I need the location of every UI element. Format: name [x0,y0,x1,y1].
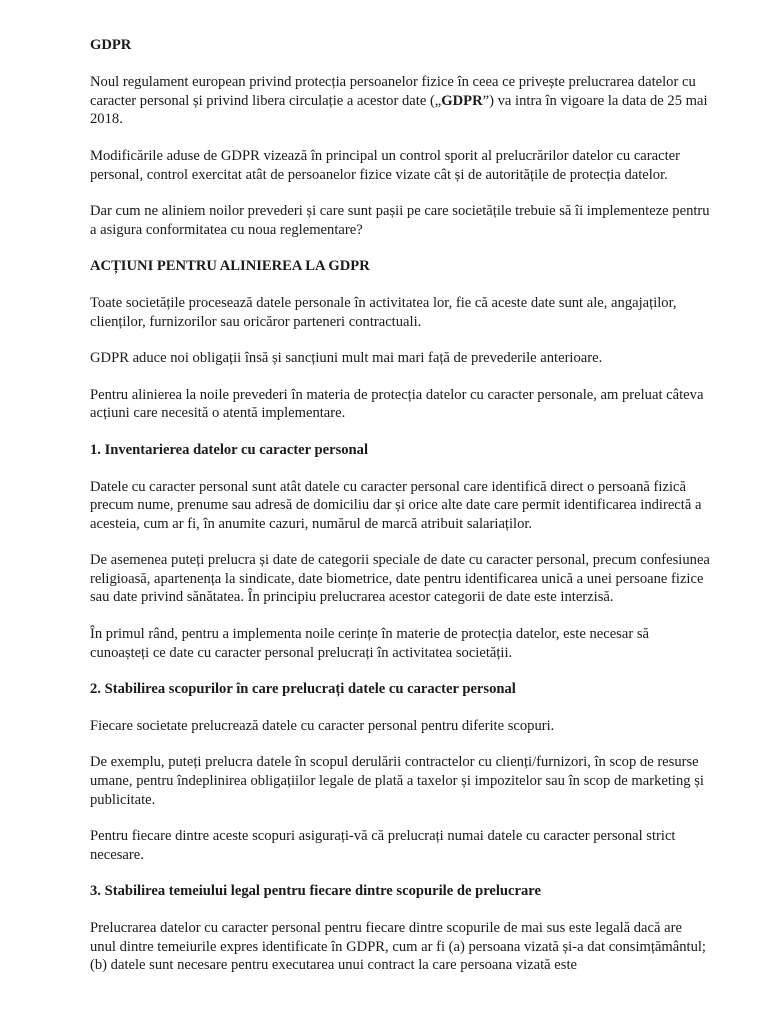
section-2-paragraph: Pentru fiecare dintre aceste scopuri asigurați-vă că prelucrați numai datele cu caracter personal strict necesare. [90,828,676,863]
document-page [90,36,710,993]
section-1-heading: 1. Inventarierea datelor cu caracter personal [90,441,369,458]
document-title: GDPR [90,37,132,53]
paragraph-companies: Toate societățile procesează datele personale în activitatea lor, fie că aceste date sunt ale, angajaților, clienților, furnizorilor sau oricăror parteneri contractuali. [90,294,677,330]
paragraph-question: Dar cum ne aliniem noilor prevederi și care sunt pașii pe care societățile trebuie să îi implementeze pentru a asigura conformitatea cu noua reglementare? [90,203,710,238]
intro-text-start: Noul regulament european privind protecția persoanelor fizice în ceea ce privește prelucrarea datelor cu caracter personal și privind libera circulație a acestor date („ [90,74,696,109]
section-1-paragraph: De asemenea puteți prelucra și date de categorii speciale de date cu caracter personal, precum confesiunea religioasă, apartenența la sindicate, date biometrice, date pentru identificarea unică a unei persoane fizice sau date privind sănătatea. În principiu prelucrarea acestor categorii de date este interzisă. [90,552,710,606]
section-2-paragraph: Fiecare societate prelucrează datele cu caracter personal pentru diferite scopuri. [90,717,555,734]
section-3-heading: 3. Stabilirea temeiului legal pentru fiecare dintre scopurile de prelucrare [90,883,541,900]
paragraph-modifications: Modificările aduse de GDPR vizează în principal un control sporit al prelucrărilor datelor cu caracter personal, control exercitat atât de persoanelor fizice vizate cât și de autoritățile de protecția datelor. [90,147,680,183]
intro-text-end: ”) va intra în vigoare la data de 25 mai 2018. [90,92,708,128]
paragraph-alignment: Pentru alinierea la noile prevederi în materia de protecția datelor cu caracter personale, am preluat câteva acțiuni care necesită o atentă implementare. [90,386,704,422]
section-3-paragraph: Prelucrarea datelor cu caracter personal pentru fiecare dintre scopurile de mai sus este legală dacă are unul dintre temeiurile expres identificate în GDPR, cum ar fi (a) persoana vizată și-a dat consimțământul; (b) datele sunt necesare pentru executarea unui contract la care persoana vizată este [90,920,706,974]
section-2-heading: 2. Stabilirea scopurilor în care prelucrați datele cu caracter personal [90,681,516,698]
section-1-paragraph: În primul rând, pentru a implementa noile cerințe în materie de protecția datelor, este necesar să cunoașteți ce date cu caracter personal prelucrați în activitatea societății. [90,626,650,661]
intro-bold-gdpr: GDPR [441,92,483,109]
paragraph-obligations: GDPR aduce noi obligații însă și sancțiuni mult mai mari față de prevederile anterioare. [90,350,603,367]
intro-paragraph [90,73,710,129]
section-2-paragraph: De exemplu, puteți prelucra datele în scopul derulării contractelor cu clienți/furnizori, în scop de resurse umane, pentru îndeplinirea obligațiilor legale de plată a taxelor și impozitelor sau în scop de marketing și publicitate. [90,754,704,808]
heading-actions: ACȚIUNI PENTRU ALINIEREA LA GDPR [90,258,370,275]
section-1-paragraph: Datele cu caracter personal sunt atât datele cu caracter personal care identifică direct o persoană fizică precum nume, prenume sau adresă de domiciliu dar și orice alte date care permit identificarea indirectă a acesteia, cum ar fi, în anumite cazuri, numărul de marcă atribuit salariaților. [90,478,702,532]
